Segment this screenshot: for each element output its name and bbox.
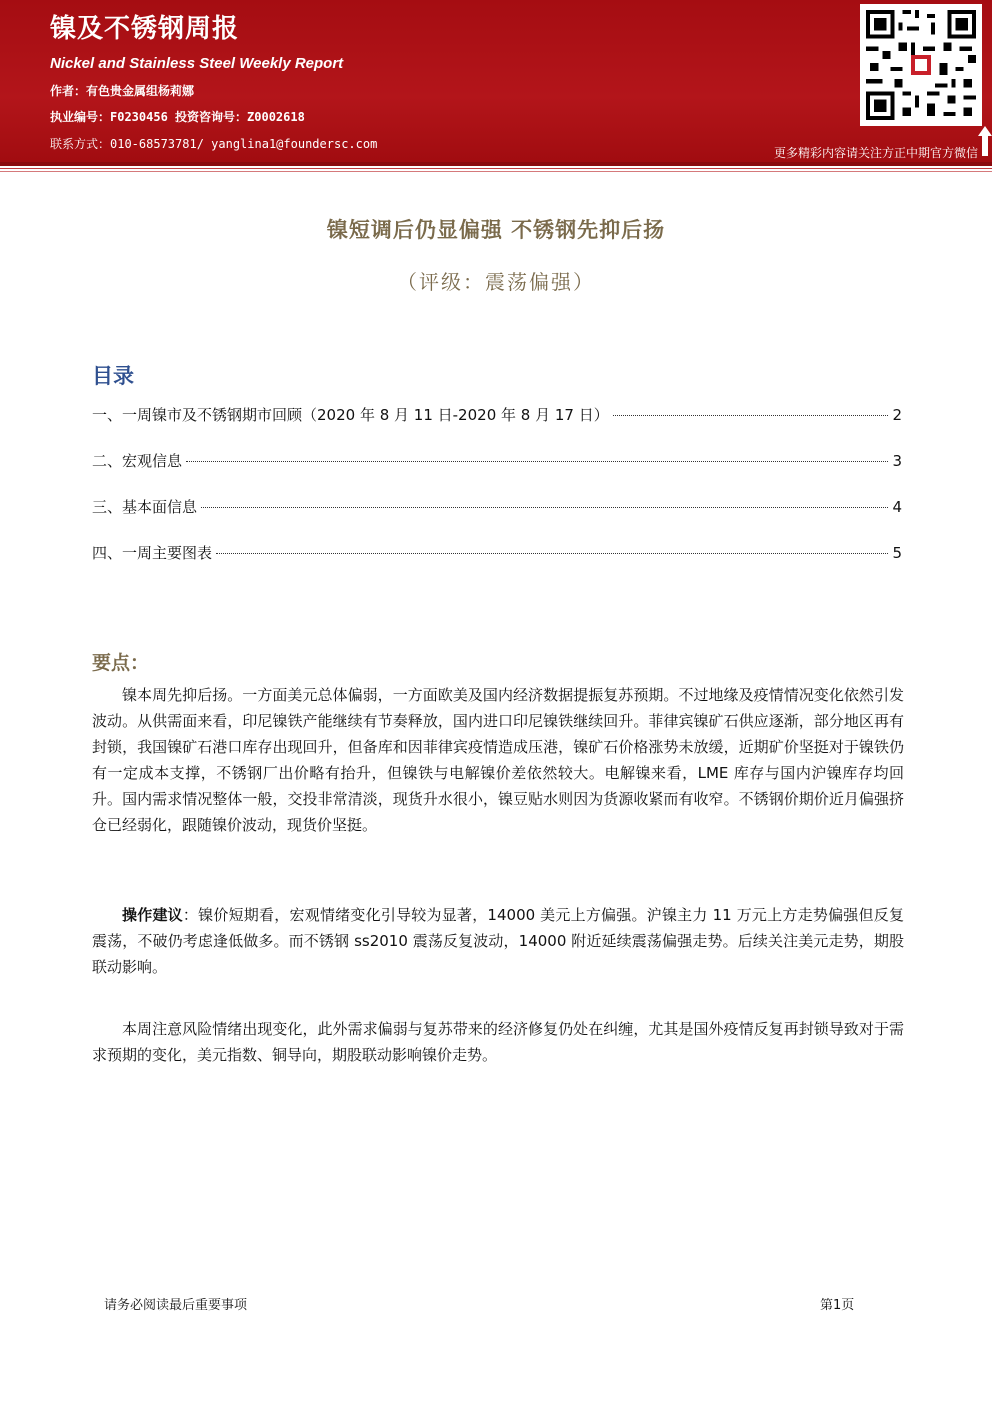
table-of-contents	[92, 404, 902, 588]
toc-item-label: 三、基本面信息	[92, 498, 198, 516]
operation-advice-label: 操作建议	[122, 906, 183, 924]
up-arrow-icon	[978, 126, 992, 156]
toc-item-page: 4	[892, 498, 902, 516]
report-header	[0, 0, 992, 162]
toc-item-label: 二、宏观信息	[92, 452, 183, 470]
operation-advice-paragraph	[92, 902, 904, 980]
contact-line: 联系方式：010-68573781/ yanglina1@foundersc.com	[50, 137, 378, 151]
toc-item-page: 2	[892, 406, 902, 424]
report-series-title-en: Nickel and Stainless Steel Weekly Report	[50, 55, 344, 72]
toc-leader-dots	[613, 415, 889, 416]
toc-item-page: 3	[892, 452, 902, 470]
key-points-heading: 要点：	[92, 652, 150, 674]
toc-item[interactable]	[92, 542, 902, 588]
follow-wechat-text: 更多精彩内容请关注方正中期官方微信	[773, 146, 978, 160]
footer-page-number: 第1页	[820, 1298, 855, 1313]
toc-heading: 目录	[92, 364, 134, 388]
report-series-title: 镍及不锈钢周报	[50, 14, 240, 44]
toc-leader-dots	[201, 507, 888, 508]
report-rating: （评级：震荡偏强）	[397, 270, 595, 294]
toc-item-label: 四、一周主要图表	[92, 544, 213, 562]
toc-item[interactable]	[92, 404, 902, 450]
toc-leader-dots	[186, 461, 888, 462]
toc-leader-dots	[216, 553, 888, 554]
risk-note-paragraph: 本周注意风险情绪出现变化，此外需求偏弱与复苏带来的经济修复仍处在纠缠，尤其是国外疫情反复再封锁导致对于需求预期的变化，美元指数、铜导向，期股联动影响镍价走势。	[92, 1020, 904, 1064]
header-divider	[0, 162, 992, 166]
header-divider	[0, 171, 992, 172]
toc-item[interactable]	[92, 496, 902, 542]
report-title: 镍短调后仍显偏强 不锈钢先抑后扬	[326, 218, 666, 242]
qr-code-icon	[860, 4, 982, 126]
author-line: 作者：有色贵金属组杨莉娜	[50, 84, 195, 98]
footer-disclaimer: 请务必阅读最后重要事项	[104, 1298, 248, 1313]
operation-advice-text: ：镍价短期看，宏观情绪变化引导较为显著，14000 美元上方偏强。沪镍主力 11 万元上方走势偏强但反复震荡，不破仍考虑逢低做多。而不锈钢 ss2010 震荡反复波动，14000 附近延续震荡偏强走势。后续关注美元走势，期股联动影响。	[92, 906, 904, 976]
header-divider	[0, 168, 992, 169]
toc-item-label: 一、一周镍市及不锈钢期市回顾（2020 年 8 月 11 日-2020 年 8 月 17 日）	[92, 406, 609, 424]
toc-item[interactable]	[92, 450, 902, 496]
license-line: 执业编号：F0230456 投资咨询号：Z0002618	[50, 110, 305, 124]
toc-item-page: 5	[892, 544, 902, 562]
key-points-paragraph: 镍本周先抑后扬。一方面美元总体偏弱，一方面欧美及国内经济数据提振复苏预期。不过地缘及疫情情况变化依然引发波动。从供需面来看，印尼镍铁产能继续有节奏释放，国内进口印尼镍铁继续回升。菲律宾镍矿石供应逐渐，部分地区再有封锁，我国镍矿石港口库存出现回升，但备库和因菲律宾疫情造成压港，镍矿石价格涨势未放缓，近期矿价坚挺对于镍铁仍有一定成本支撑，不锈钢厂出价略有抬升，但镍铁与电解镍价差依然较大。电解镍来看，LME 库存与国内沪镍库存均回升。国内需求情况整体一般，交投非常清淡，现货升水很小，镍豆贴水则因为货源收紧而有收窄。不锈钢价期价近月偏强挤仓已经弱化，跟随镍价波动，现货价坚挺。	[92, 686, 904, 834]
